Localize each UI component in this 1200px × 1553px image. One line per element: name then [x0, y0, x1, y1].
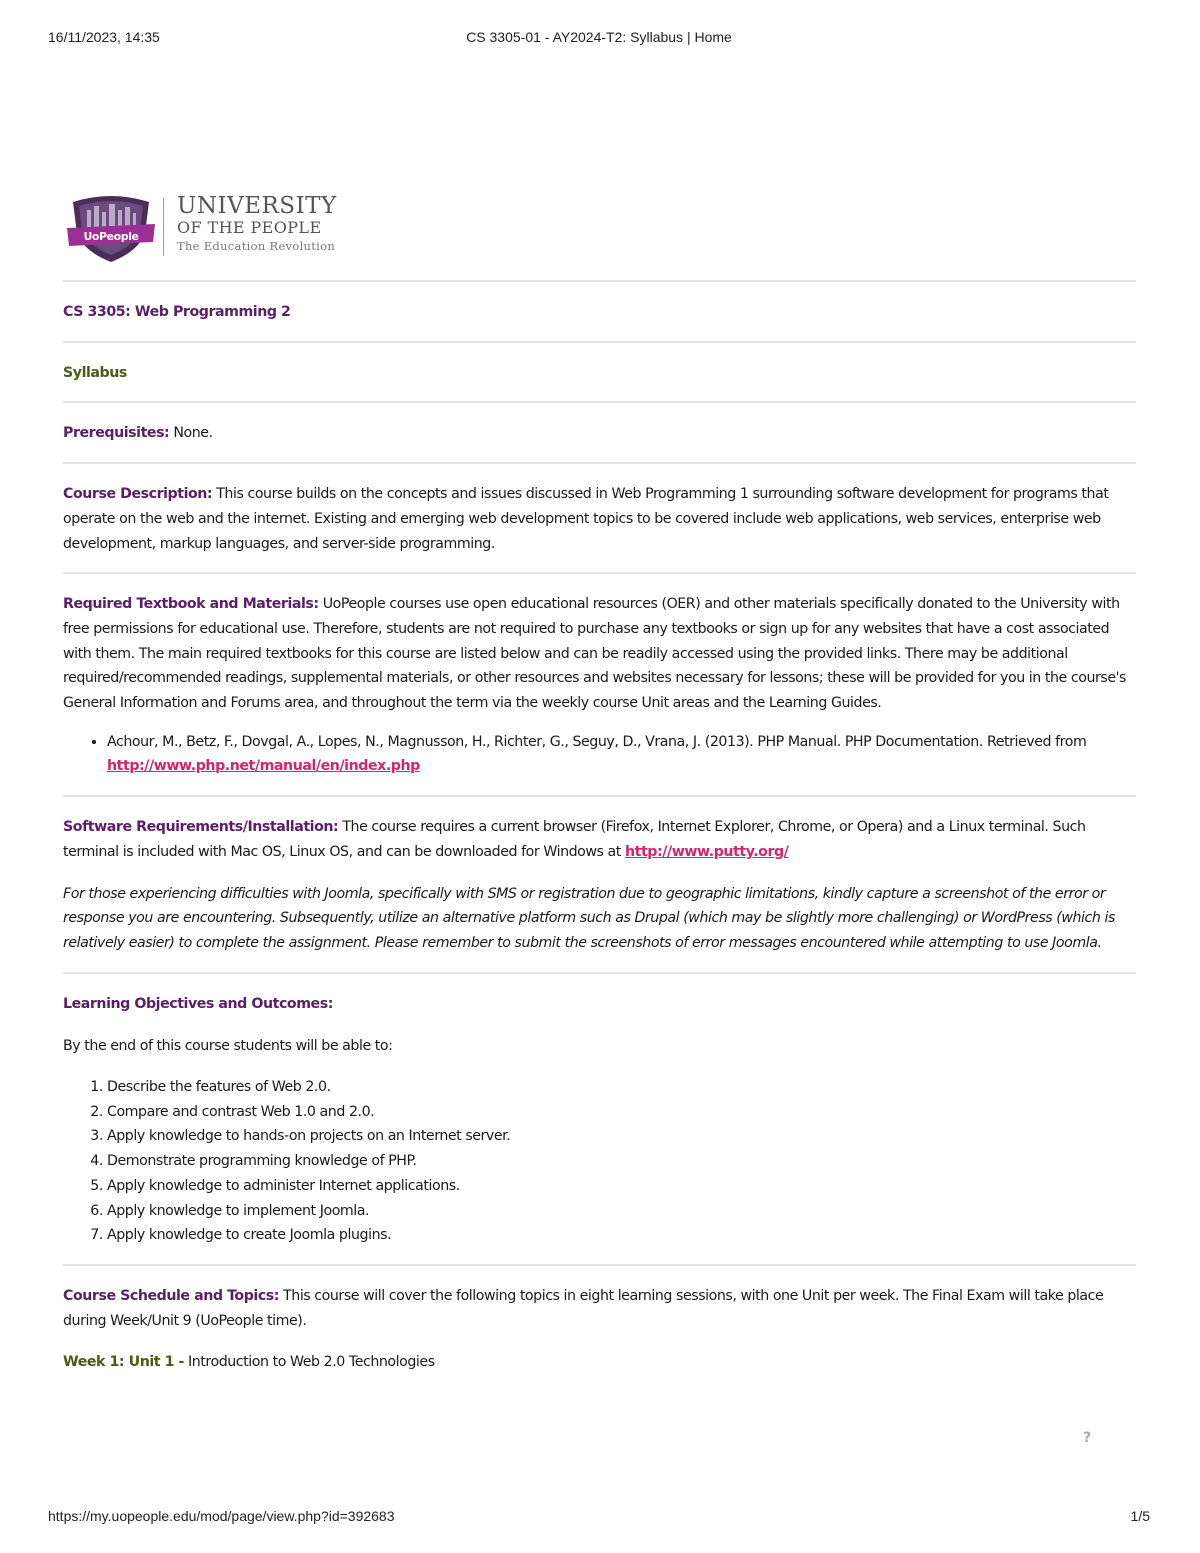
objectives-intro: By the end of this course students will be able to:	[63, 1038, 393, 1055]
software-paragraph	[63, 815, 1136, 864]
software-block	[63, 797, 1136, 972]
prerequisites-block	[63, 403, 1136, 462]
syllabus-heading-block	[63, 343, 1136, 402]
list-item	[107, 730, 1136, 779]
print-page-title: CS 3305-01 - AY2024-T2: Syllabus | Home	[466, 29, 732, 45]
syllabus-heading: Syllabus	[63, 364, 127, 381]
list-item: 2. Compare and contrast Web 1.0 and 2.0.	[107, 1100, 1136, 1125]
help-icon[interactable]: ?	[1083, 1430, 1092, 1446]
schedule-block	[63, 1266, 1136, 1391]
list-item: 3. Apply knowledge to hands-on projects on an Internet server.	[107, 1124, 1136, 1149]
reference-list	[63, 730, 1136, 779]
textbook-block	[63, 574, 1136, 795]
objectives-block	[63, 974, 1136, 1264]
list-item: 6. Apply knowledge to implement Joomla.	[107, 1199, 1136, 1224]
week-1-label: Week 1: Unit 1 -	[63, 1354, 184, 1371]
php-manual-link[interactable]: http://www.php.net/manual/en/index.php	[107, 758, 420, 775]
textbook-text: UoPeople courses use open educational resources (OER) and other materials specifically donated to the University with free permissions for educational use. Therefore, students are not required to purchase any textbooks or sign up for any websites that have a cost associated with them. The main required textbooks for this course are listed below and can be readily accessed using the provided links. There may be additional required/recommended readings, supplemental materials, or other resources and websites necessary for lessons; these will be provided for you in the course's General Information and Forums area, and throughout the term via the weekly course Unit areas and the Learning Guides.	[63, 596, 1126, 712]
joomla-note: For those experiencing difficulties with Joomla, specifically with SMS or registration due to geographic limitations, kindly capture a screenshot of the error or response you are encountering. Subsequently, utilize an alternative platform such as Drupal (which may be slightly more challenging) or WordPress (which is relatively easier) to complete the assignment. Please remember to submit the screenshots of error messages encountered while attempting to use Joomla.	[63, 885, 1115, 951]
week-1-paragraph	[63, 1350, 1136, 1375]
putty-link[interactable]: http://www.putty.org/	[624, 843, 789, 860]
print-page-number: 1/5	[1130, 1508, 1150, 1524]
logo-divider	[163, 198, 164, 256]
course-title-block	[63, 282, 1136, 341]
list-item: 5. Apply knowledge to administer Internet applications.	[107, 1174, 1136, 1199]
course-description-paragraph	[63, 482, 1136, 556]
schedule-paragraph	[63, 1284, 1136, 1333]
print-url: https://my.uopeople.edu/mod/page/view.php?id=392683	[48, 1508, 395, 1524]
objectives-heading: Learning Objectives and Outcomes:	[63, 995, 333, 1012]
logo-tagline: The Education Revolution	[177, 239, 336, 253]
textbook-paragraph	[63, 592, 1136, 716]
course-description-text: This course builds on the concepts and issues discussed in Web Programming 1 surrounding software development for programs that operate on the web and the internet. Existing and emerging web development topics to be covered include web applications, web services, enterprise web development, markup languages, and server-side programming.	[63, 486, 1109, 552]
schedule-text: This course will cover the following topics in eight learning sessions, with one Unit per week. The Final Exam will take place during Week/Unit 9 (UoPeople time).	[63, 1287, 1104, 1329]
schedule-label: Course Schedule and Topics:	[63, 1287, 279, 1304]
page-content	[63, 188, 1136, 1391]
software-label: Software Requirements/Installation:	[63, 819, 339, 836]
list-item: 4. Demonstrate programming knowledge of PHP.	[107, 1149, 1136, 1174]
course-description-block	[63, 464, 1136, 572]
reference-text: Achour, M., Betz, F., Dovgal, A., Lopes, N., Magnusson, H., Richter, G., Seguy, D., Vrana, J. (2013). PHP Manual. PHP Documentation. Retrieved from	[107, 733, 1087, 750]
course-title: CS 3305: Web Programming 2	[63, 304, 291, 320]
list-item: 1. Describe the features of Web 2.0.	[107, 1075, 1136, 1100]
list-item: 7. Apply knowledge to create Joomla plugins.	[107, 1223, 1136, 1248]
objectives-list	[63, 1075, 1136, 1248]
svg-text:UoPeople: UoPeople	[83, 230, 139, 243]
logo-wordmark	[177, 194, 337, 254]
prerequisites-label: Prerequisites:	[63, 425, 170, 442]
week-1-text: Introduction to Web 2.0 Technologies	[183, 1354, 435, 1371]
prerequisites-text: None.	[169, 425, 213, 442]
logo-line-2: OF THE PEOPLE	[177, 218, 322, 237]
university-logo	[63, 188, 1136, 268]
textbook-label: Required Textbook and Materials:	[63, 596, 319, 613]
logo-line-1: UNIVERSITY	[177, 193, 337, 219]
print-datetime: 16/11/2023, 14:35	[48, 29, 160, 45]
prerequisites-paragraph	[63, 421, 1136, 446]
uopeople-shield-icon	[63, 188, 159, 264]
software-text: The course requires a current browser (Firefox, Internet Explorer, Chrome, or Opera) and a Linux terminal. Such terminal is included with Mac OS, Linux OS, and can be downloaded for Windows at	[63, 819, 1086, 860]
course-description-label: Course Description:	[63, 486, 213, 503]
